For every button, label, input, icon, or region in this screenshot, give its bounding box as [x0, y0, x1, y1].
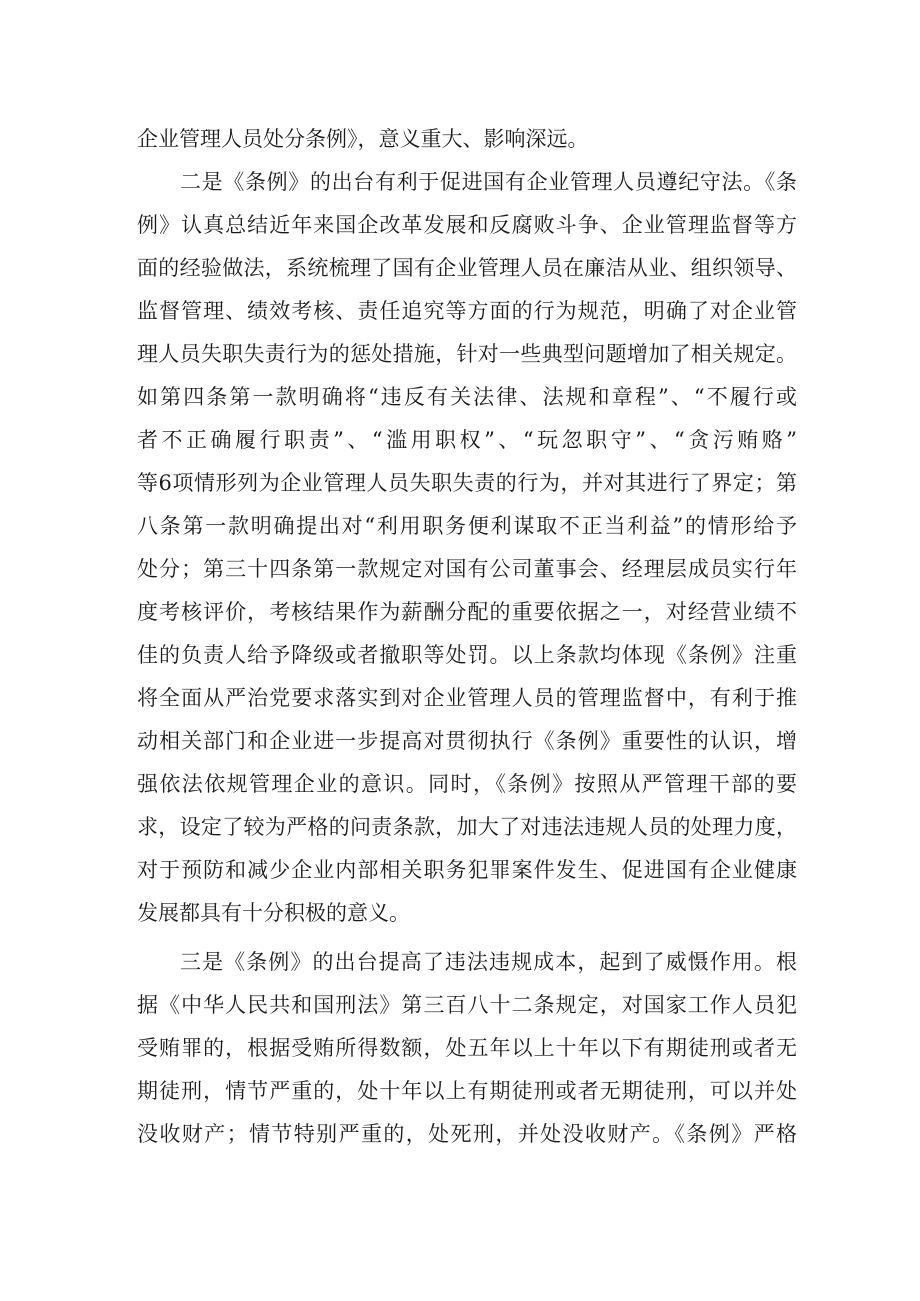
- text-line: 处分；第三十四条第一款规定对国有公司董事会、经理层成员实行年: [137, 557, 797, 581]
- text-line: 理人员失职失责行为的惩处措施，针对一些典型问题增加了相关规定。: [137, 342, 797, 366]
- text-line: 如第四条第一款明确将“违反有关法律、法规和章程”、“不履行或: [137, 385, 797, 409]
- text-line: 佳的负责人给予降级或者撤职等处罚。以上条款均体现《条例》注重: [137, 643, 797, 667]
- text-line: 受贿罪的，根据受贿所得数额，处五年以上十年以下有期徒刑或者无: [137, 1036, 797, 1060]
- text-line: 八条第一款明确提出对“利用职务便利谋取不正当利益”的情形给予: [137, 514, 797, 538]
- text-line: 例》认真总结近年来国企改革发展和反腐败斗争、企业管理监督等方: [137, 213, 797, 237]
- text-line: 动相关部门和企业进一步提高对贯彻执行《条例》重要性的认识，增: [137, 729, 797, 753]
- text-line: 据《中华人民共和国刑法》第三百八十二条规定，对国家工作人员犯: [137, 993, 797, 1017]
- paragraph-start-line: 三是《条例》的出台提高了违法违规成本，起到了威慑作用。根: [180, 950, 797, 974]
- text-line: 等6项情形列为企业管理人员失职失责的行为，并对其进行了界定；第: [137, 471, 797, 495]
- text-line: 将全面从严治党要求落实到对企业管理人员的管理监督中，有利于推: [137, 686, 797, 710]
- text-line: 对于预防和减少企业内部相关职务犯罪案件发生、促进国有企业健康: [137, 858, 797, 882]
- text-line: 者不正确履行职责”、“滥用职权”、“玩忽职守”、“贪污贿赂”: [137, 428, 797, 452]
- text-line: 期徒刑，情节严重的，处十年以上有期徒刑或者无期徒刑，可以并处: [137, 1079, 797, 1103]
- text-line: 强依法依规管理企业的意识。同时，《条例》按照从严管理干部的要: [137, 772, 797, 796]
- text-line: 没收财产；情节特别严重的，处死刑，并处没收财产。《条例》严格: [137, 1122, 797, 1146]
- paragraph-start-line: 二是《条例》的出台有利于促进国有企业管理人员遵纪守法。《条: [180, 170, 797, 194]
- text-line: 面的经验做法，系统梳理了国有企业管理人员在廉洁从业、组织领导、: [137, 256, 797, 280]
- text-line: 企业管理人员处分条例》，意义重大、影响深远。: [137, 127, 589, 151]
- text-line: 发展都具有十分积极的意义。: [137, 901, 410, 925]
- text-line: 求，设定了较为严格的问责条款，加大了对违法违规人员的处理力度，: [137, 815, 797, 839]
- text-line: 度考核评价，考核结果作为薪酬分配的重要依据之一，对经营业绩不: [137, 600, 797, 624]
- text-line: 监督管理、绩效考核、责任追究等方面的行为规范，明确了对企业管: [137, 299, 797, 323]
